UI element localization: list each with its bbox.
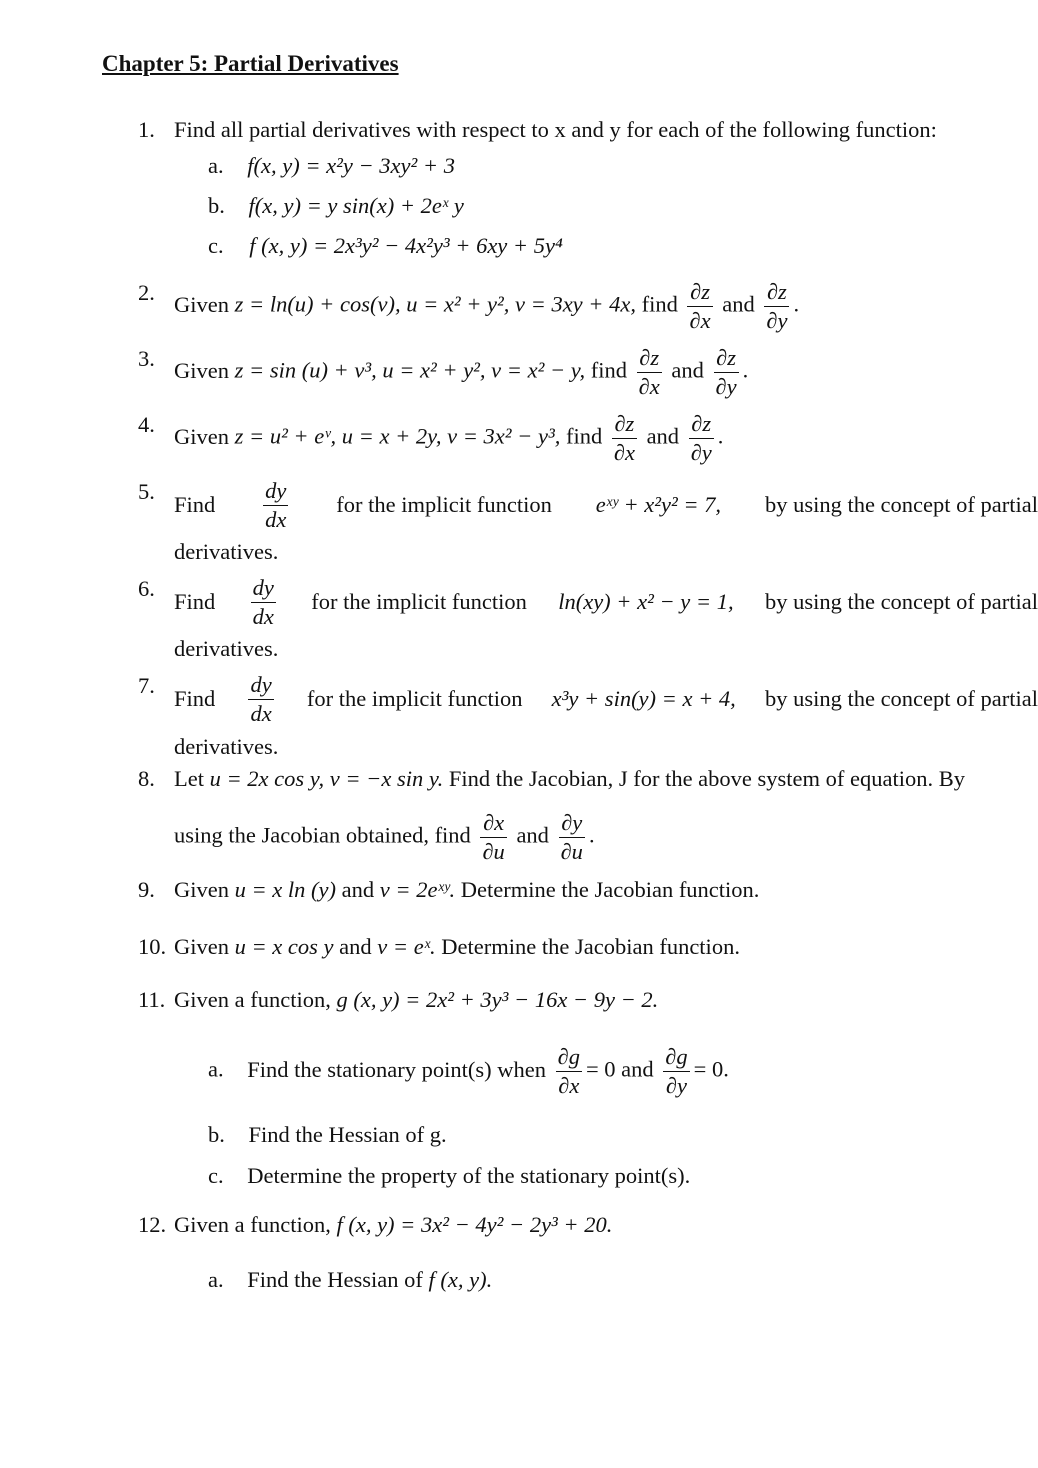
math-expression: z = ln(u) + cos(v), u = x² + y², v = 3xy + 4x,: [234, 291, 636, 317]
part-label: a.: [208, 1056, 224, 1082]
q1-part-a: [208, 152, 455, 180]
math-expression: z = u² + eᵛ, u = x + 2y, v = 3x² − y³,: [234, 423, 561, 449]
question-text: for the implicit function: [306, 686, 523, 712]
q11-part-a: a. Find the stationary point(s) when $\frac{\partial g}{\partial x}$ = 0 and $\frac{\partial g}{\partial y}$ = 0.: [208, 1044, 729, 1098]
question-text: Find all partial derivatives with respect to x and y for each of the following function:: [174, 117, 937, 142]
math-expression: u = 2x cos y, v = −x sin y.: [209, 766, 444, 791]
question-text: for the implicit function: [336, 492, 552, 518]
chapter-title: Chapter 5: Partial Derivatives: [102, 51, 399, 76]
question-7-continued: derivatives.: [174, 734, 279, 759]
part-label: c.: [208, 1163, 224, 1188]
q11-part-b: [208, 1121, 447, 1149]
math-expression: z = sin (u) + v³, u = x² + y², v = x² − y,: [234, 357, 586, 383]
question-8: [138, 765, 965, 793]
question-number: 1.: [138, 117, 155, 142]
question-10: [138, 933, 740, 961]
question-number: 12.: [138, 1212, 167, 1237]
fraction-dz-dx: $\frac{\partial z}{\partial x}$: [638, 345, 660, 399]
fraction-dy-dx: $\frac{dy}{dx}$: [252, 575, 274, 629]
question-text: Determine the Jacobian function.: [441, 934, 740, 959]
fraction-dx-du: $\frac{\partial x}{\partial u}$: [482, 810, 505, 864]
fraction-dz-dx: $\frac{\partial z}{\partial x}$: [689, 279, 711, 333]
fraction-dz-dx: $\frac{\partial z}{\partial x}$: [613, 411, 635, 465]
fraction-dg-dx: $\frac{\partial g}{\partial x}$: [557, 1044, 580, 1098]
question-3: 3. Given z = sin (u) + v³, u = x² + y², v = x² − y, find $\frac{\partial z}{\partial x}$ and $\frac{\partial z}{\partial y}$ .: [138, 345, 749, 399]
math-expression: f(x, y) = x²y − 3xy² + 3: [247, 153, 455, 178]
question-6: [138, 575, 1038, 630]
find-word: Find: [174, 686, 216, 712]
given-word: Given: [174, 423, 229, 449]
given-word: Given: [174, 877, 229, 902]
question-4: 4. Given z = u² + eᵛ, u = x + 2y, v = 3x² − y³, find $\frac{\partial z}{\partial x}$ and $\frac{\partial z}{\partial y}$ .: [138, 411, 724, 465]
part-label: b.: [208, 193, 225, 218]
question-6-continued: derivatives.: [174, 636, 279, 661]
question-text: Given a function,: [174, 1212, 331, 1237]
question-number: 5.: [138, 479, 155, 504]
math-expression: eˣʸ + x²y² = 7,: [595, 492, 722, 518]
question-11: [138, 986, 658, 1014]
question-text: Given a function,: [174, 987, 331, 1012]
question-number: 6.: [138, 576, 155, 601]
let-word: Let: [174, 766, 204, 791]
and-word: and: [341, 877, 375, 902]
part-text: Find the stationary point(s) when: [247, 1056, 546, 1082]
and-word: and: [722, 291, 755, 317]
question-text-tail: by using the concept of partial: [764, 686, 1038, 712]
and-word: and: [339, 934, 372, 959]
part-label: a.: [208, 1267, 224, 1292]
part-text: Determine the property of the stationary point(s).: [247, 1163, 691, 1188]
question-number: 11.: [138, 987, 166, 1012]
q12-part-a: [208, 1266, 492, 1294]
find-word: find: [590, 357, 628, 383]
find-word: Find: [174, 492, 216, 518]
math-expression: x³y + sin(y) = x + 4,: [551, 686, 736, 712]
q1-part-b: [208, 192, 464, 220]
question-text: for the implicit function: [311, 589, 527, 615]
fraction-dz-dy: $\frac{\partial z}{\partial y}$: [766, 279, 788, 333]
fraction-dy-dx: $\frac{dy}{dx}$: [265, 478, 287, 532]
math-expression: ln(xy) + x² − y = 1,: [558, 589, 734, 615]
math-expression-2: v = 2eˣʸ.: [379, 877, 456, 902]
part-label: b.: [208, 1122, 225, 1147]
and-word: and: [671, 357, 704, 383]
part-text: Find the Hessian of: [247, 1267, 423, 1292]
question-5: [138, 478, 1038, 533]
question-text-tail: by using the concept of partial: [764, 589, 1038, 615]
question-number: 8.: [138, 766, 155, 791]
fraction-dz-dy: $\frac{\partial z}{\partial y}$: [715, 345, 737, 399]
part-label: c.: [208, 233, 224, 258]
find-word: find: [641, 291, 678, 317]
question-text: Determine the Jacobian function.: [460, 877, 760, 902]
math-expression: u = x ln (y): [234, 877, 337, 902]
math-expression: g (x, y) = 2x² + 3y³ − 16x − 9y − 2.: [336, 987, 659, 1012]
fraction-dg-dy: $\frac{\partial g}{\partial y}$: [665, 1044, 688, 1098]
question-text: Find the Jacobian, J for the above system of equation. By: [448, 766, 966, 791]
equals-zero-2: = 0: [693, 1056, 724, 1082]
q11-part-c: [208, 1162, 690, 1190]
equals-zero: = 0: [585, 1056, 616, 1082]
part-text: Find the Hessian of g.: [248, 1122, 447, 1147]
question-7: [138, 672, 1038, 727]
and-word: and: [621, 1056, 654, 1082]
math-expression-2: v = eˣ.: [377, 934, 436, 959]
question-text: using the Jacobian obtained, find: [174, 822, 471, 848]
question-5-continued: derivatives.: [174, 539, 279, 564]
question-9: [138, 876, 759, 904]
part-label: a.: [208, 153, 224, 178]
find-word: Find: [174, 589, 216, 615]
question-number: 3.: [138, 346, 155, 371]
question-text-tail: by using the concept of partial: [764, 492, 1038, 518]
find-word: find: [565, 423, 603, 449]
question-number: 9.: [138, 877, 155, 902]
question-2: 2. Given z = ln(u) + cos(v), u = x² + y², v = 3xy + 4x, find $\frac{\partial z}{\partial x}$ and $\frac{\partial z}{\partial y}$ .: [138, 279, 800, 333]
given-word: Given: [174, 357, 229, 383]
q1-part-c: [208, 232, 563, 260]
fraction-dy-du: $\frac{\partial y}{\partial u}$: [560, 810, 583, 864]
given-word: Given: [174, 291, 229, 317]
given-word: Given: [174, 934, 229, 959]
fraction-dz-dy: $\frac{\partial z}{\partial y}$: [690, 411, 712, 465]
math-expression: f(x, y) = y sin(x) + 2eˣ y: [248, 193, 464, 218]
math-expression: f (x, y) = 3x² − 4y² − 2y³ + 20.: [336, 1212, 613, 1237]
question-number: 7.: [138, 673, 155, 698]
and-word: and: [646, 423, 680, 449]
fraction-dy-dx: $\frac{dy}{dx}$: [250, 672, 272, 726]
question-1: [138, 116, 937, 144]
math-expression: f (x, y).: [428, 1267, 493, 1292]
question-12: [138, 1211, 612, 1239]
question-8-line2: using the Jacobian obtained, find $\frac{\partial x}{\partial u}$ and $\frac{\partial y}{\partial u}$ .: [174, 810, 595, 864]
math-expression: f (x, y) = 2x³y² − 4x²y³ + 6xy + 5y⁴: [249, 233, 563, 258]
math-expression: u = x cos y: [234, 934, 334, 959]
question-number: 2.: [138, 280, 155, 305]
and-word: and: [516, 822, 549, 848]
question-number: 4.: [138, 412, 155, 437]
question-number: 10.: [138, 934, 167, 959]
